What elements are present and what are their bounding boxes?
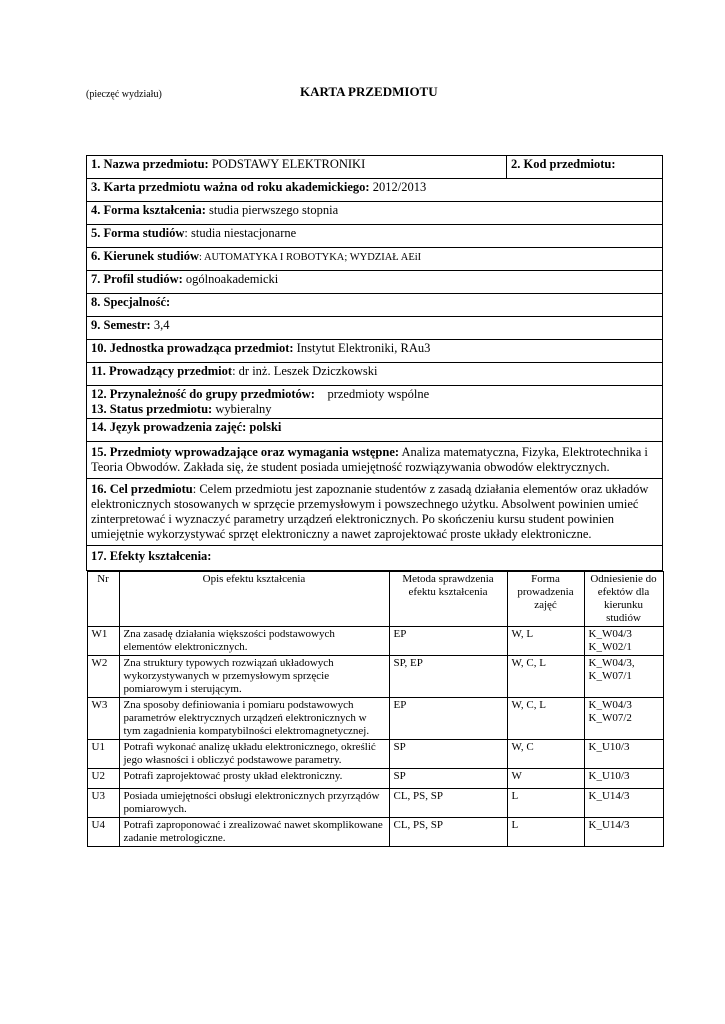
row-reference: K_W04/3 K_W02/1 — [584, 627, 663, 656]
course-status-value: wybieralny — [212, 402, 272, 416]
row-reference: K_U10/3 — [584, 740, 663, 769]
effects-wrapper — [87, 571, 663, 848]
course-code-cell — [507, 156, 663, 179]
row-nr: W1 — [87, 627, 119, 656]
row-method: EP — [389, 627, 507, 656]
study-profile-cell — [87, 271, 663, 294]
specialty-label: 8. Specjalność: — [91, 295, 171, 309]
language-label: 14. Język prowadzenia zajęć: polski — [91, 420, 282, 434]
study-form-label: 5. Forma studiów — [91, 226, 185, 240]
row-description: Posiada umiejętności obsługi elektronicznych przyrządów pomiarowych. — [119, 789, 389, 818]
row-class-form: L — [507, 818, 584, 847]
row-reference: K_U10/3 — [584, 769, 663, 789]
specialty-cell — [87, 294, 663, 317]
table-row — [87, 740, 663, 769]
row-nr: U2 — [87, 769, 119, 789]
subject-group-value: przedmioty wspólne — [314, 387, 430, 401]
row-reference: K_W04/3, K_W07/1 — [584, 656, 663, 698]
row-method: EP — [389, 698, 507, 740]
row-class-form: W — [507, 769, 584, 789]
semester-label: 9. Semestr: — [91, 318, 151, 332]
row-description: Potrafi wykonać analizę układu elektronicznego, określić jego własności i obliczyć podstawowe parametry. — [119, 740, 389, 769]
field-of-study-value: : AUTOMATYKA I ROBOTYKA; WYDZIAŁ AEiI — [199, 252, 422, 263]
subject-group-label: 12. Przynależność do grupy przedmiotów: — [91, 387, 315, 401]
course-name-label: 1. Nazwa przedmiotu: — [91, 157, 209, 171]
academic-year-label: 3. Karta przedmiotu ważna od roku akademickiego: — [91, 180, 370, 194]
row-nr: W2 — [87, 656, 119, 698]
study-form-cell — [87, 225, 663, 248]
table-row — [87, 769, 663, 789]
table-row — [87, 818, 663, 847]
row-reference: K_W04/3 K_W07/2 — [584, 698, 663, 740]
course-goal-label: 16. Cel przedmiotu — [91, 482, 193, 496]
table-row — [87, 789, 663, 818]
row-reference: K_U14/3 — [584, 789, 663, 818]
effects-header-row — [87, 572, 663, 627]
field-of-study-cell — [87, 248, 663, 271]
education-form-cell — [87, 202, 663, 225]
learning-outcomes-label: 17. Efekty kształcenia: — [91, 549, 212, 563]
header-nr: Nr — [87, 572, 119, 627]
course-code-label: 2. Kod przedmiotu: — [511, 157, 616, 171]
row-nr: U4 — [87, 818, 119, 847]
row-description: Zna struktury typowych rozwiązań układowych wykorzystywanych w przemysłowym sprzęcie pomiarowym i sterującym. — [119, 656, 389, 698]
row-class-form: W, C, L — [507, 698, 584, 740]
course-status-label: 13. Status przedmiotu: — [91, 402, 213, 416]
table-row — [87, 698, 663, 740]
row-nr: U1 — [87, 740, 119, 769]
course-goal-value: : Celem przedmiotu jest zapoznanie studentów z zasadą działania elementów oraz układów elektronicznych stosowanych w sprzęcie przemysłowym i powszechnego użytku. Absolwent powinien umieć zinterpretować i wyznaczyć parametry urządzeń elektronicznych. Po skończeniu kursu student powinien umiejętnie wykorzystywać sprzęt elektroniczny a nawet zaprojektować proste układy elektroniczne. — [91, 482, 649, 541]
academic-year-cell — [87, 179, 663, 202]
semester-value: 3,4 — [150, 318, 170, 332]
course-name-cell — [87, 156, 507, 179]
semester-cell — [87, 317, 663, 340]
academic-year-value: 2012/2013 — [369, 180, 427, 194]
study-profile-value: ogólnoakademicki — [182, 272, 279, 286]
row-class-form: W, L — [507, 627, 584, 656]
row-method: CL, PS, SP — [389, 818, 507, 847]
education-form-label: 4. Forma kształcenia: — [91, 203, 206, 217]
course-goal-cell — [87, 479, 663, 546]
unit-label: 10. Jednostka prowadząca przedmiot: — [91, 341, 294, 355]
effects-table — [87, 571, 664, 847]
table-row — [87, 627, 663, 656]
table-row — [87, 656, 663, 698]
lecturer-value: : dr inż. Leszek Dziczkowski — [232, 364, 378, 378]
row-method: SP — [389, 769, 507, 789]
row-description: Zna zasadę działania większości podstawowych elementów elektronicznych. — [119, 627, 389, 656]
prerequisites-value: Analiza matematyczna, Fizyka, Elektrotechnika i Teoria Obwodów. Zakłada się, że student posiada umiejętność rozwiązywania obwodów elektrycznych. — [91, 445, 648, 474]
lecturer-cell — [87, 363, 663, 386]
unit-cell — [87, 340, 663, 363]
course-name-value: PODSTAWY ELEKTRONIKI — [208, 157, 366, 171]
row-method: CL, PS, SP — [389, 789, 507, 818]
row-description: Potrafi zaprojektować prosty układ elektroniczny. — [119, 769, 389, 789]
lecturer-label: 11. Prowadzący przedmiot — [91, 364, 233, 378]
group-status-cell — [87, 386, 663, 419]
header-description: Opis efektu kształcenia — [119, 572, 389, 627]
row-class-form: W, C — [507, 740, 584, 769]
row-nr: W3 — [87, 698, 119, 740]
header-method: Metoda sprawdzenia efektu kształcenia — [389, 572, 507, 627]
row-method: SP, EP — [389, 656, 507, 698]
unit-value: Instytut Elektroniki, RAu3 — [293, 341, 431, 355]
faculty-stamp-placeholder: (pieczęć wydziału) — [86, 89, 162, 100]
row-reference: K_U14/3 — [584, 818, 663, 847]
row-nr: U3 — [87, 789, 119, 818]
page-title: KARTA PRZEDMIOTU — [300, 84, 438, 99]
learning-outcomes-cell — [87, 546, 663, 571]
row-method: SP — [389, 740, 507, 769]
field-of-study-label: 6. Kierunek studiów — [91, 249, 200, 263]
education-form-value: studia pierwszego stopnia — [205, 203, 339, 217]
row-description: Potrafi zaproponować i zrealizować nawet skomplikowane zadanie metrologiczne. — [119, 818, 389, 847]
study-profile-label: 7. Profil studiów: — [91, 272, 183, 286]
row-class-form: L — [507, 789, 584, 818]
language-cell — [87, 419, 663, 442]
course-card-table — [86, 155, 663, 847]
row-description: Zna sposoby definiowania i pomiaru podstawowych parametrów elektrycznych urządzeń elektronicznych w tym zagadnienia kompatybilności elektromagnetycznej. — [119, 698, 389, 740]
header-class-form: Forma prowadzenia zajęć — [507, 572, 584, 627]
header-reference: Odniesienie do efektów dla kierunku studiów — [584, 572, 663, 627]
study-form-value: : studia niestacjonarne — [184, 226, 297, 240]
row-class-form: W, C, L — [507, 656, 584, 698]
prerequisites-label: 15. Przedmioty wprowadzające oraz wymagania wstępne: — [91, 445, 400, 459]
prerequisites-cell — [87, 442, 663, 479]
